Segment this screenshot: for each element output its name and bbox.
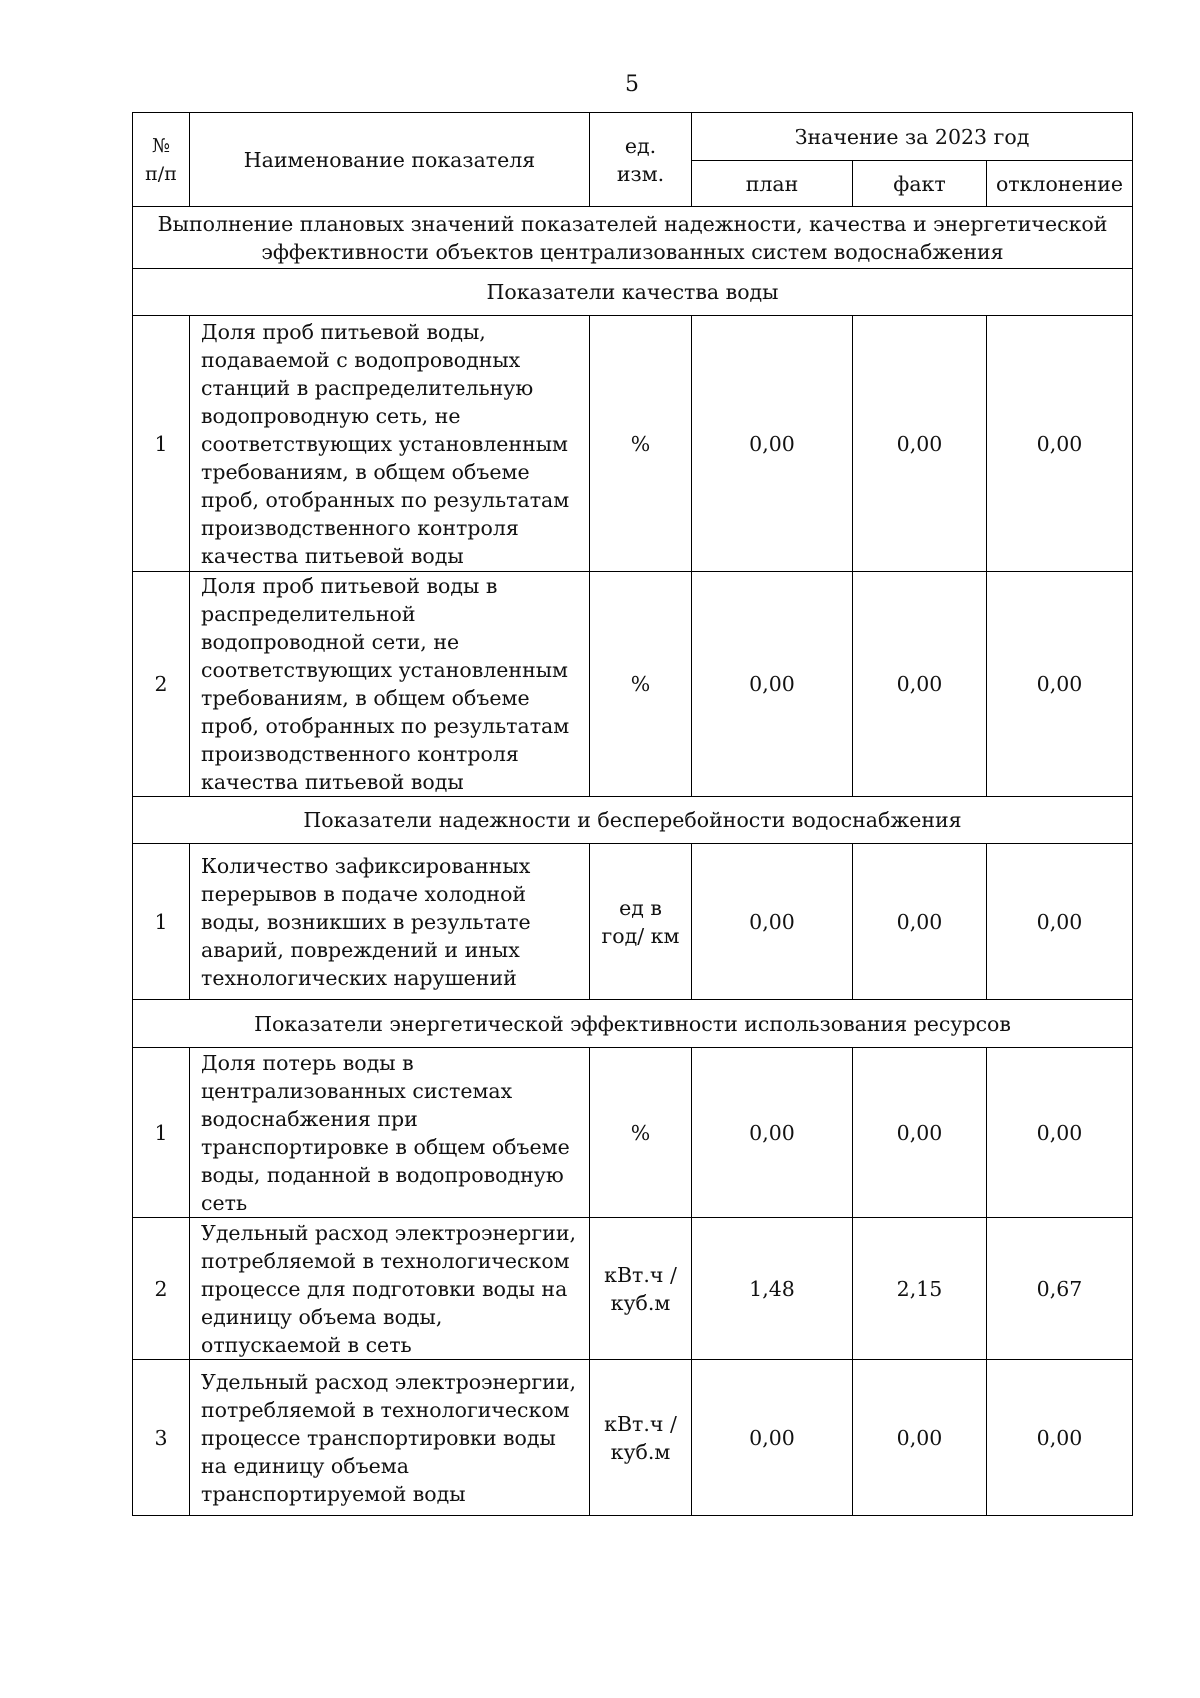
row-plan: 1,48 <box>692 1218 853 1360</box>
row-unit: % <box>590 572 692 797</box>
row-plan: 0,00 <box>692 572 853 797</box>
row-fact: 0,00 <box>853 572 987 797</box>
header-plan: план <box>692 161 853 207</box>
header-deviation: отклонение <box>987 161 1133 207</box>
row-unit: кВт.ч / куб.м <box>590 1360 692 1516</box>
row-num: 2 <box>133 572 190 797</box>
main-title: Выполнение плановых значений показателей надежности, качества и энергетической эффективности объектов централизованных систем водоснабжения <box>133 207 1133 269</box>
row-plan: 0,00 <box>692 316 853 572</box>
row-fact: 2,15 <box>853 1218 987 1360</box>
row-unit: ед в год/ км <box>590 844 692 1000</box>
row-name: Доля проб питьевой воды в распределительной водопроводной сети, не соответствующих установленным требованиям, в общем объеме проб, отобранных по результатам производственного контроля качества питьевой воды <box>190 572 590 797</box>
table-row <box>133 844 1133 1000</box>
row-deviation: 0,00 <box>987 572 1133 797</box>
row-deviation: 0,00 <box>987 1048 1133 1218</box>
header-unit: ед. изм. <box>590 113 692 207</box>
row-plan: 0,00 <box>692 1360 853 1516</box>
row-num: 1 <box>133 316 190 572</box>
row-num: 1 <box>133 844 190 1000</box>
row-num: 3 <box>133 1360 190 1516</box>
row-fact: 0,00 <box>853 1048 987 1218</box>
row-fact: 0,00 <box>853 1360 987 1516</box>
header-fact: факт <box>853 161 987 207</box>
indicators-table <box>132 112 1133 1516</box>
row-num: 2 <box>133 1218 190 1360</box>
section-title: Показатели надежности и бесперебойности водоснабжения <box>133 797 1133 844</box>
table-row <box>133 316 1133 572</box>
table-row <box>133 572 1133 797</box>
header-num: № п/п <box>133 113 190 207</box>
header-value-group: Значение за 2023 год <box>692 113 1133 161</box>
row-plan: 0,00 <box>692 1048 853 1218</box>
table-row <box>133 1218 1133 1360</box>
row-plan: 0,00 <box>692 844 853 1000</box>
row-name: Количество зафиксированных перерывов в подаче холодной воды, возникших в результате аварий, повреждений и иных технологических нарушений <box>190 844 590 1000</box>
row-name: Удельный расход электроэнергии, потребляемой в технологическом процессе для подготовки воды на единицу объема воды, отпускаемой в сеть <box>190 1218 590 1360</box>
row-deviation: 0,00 <box>987 316 1133 572</box>
row-deviation: 0,67 <box>987 1218 1133 1360</box>
row-unit: % <box>590 1048 692 1218</box>
header-name: Наименование показателя <box>190 113 590 207</box>
section-title: Показатели качества воды <box>133 269 1133 316</box>
section-title: Показатели энергетической эффективности использования ресурсов <box>133 1000 1133 1048</box>
row-deviation: 0,00 <box>987 1360 1133 1516</box>
table-row <box>133 1048 1133 1218</box>
row-deviation: 0,00 <box>987 844 1133 1000</box>
row-name: Удельный расход электроэнергии, потребляемой в технологическом процессе транспортировки воды на единицу объема транспортируемой воды <box>190 1360 590 1516</box>
row-fact: 0,00 <box>853 316 987 572</box>
table-row <box>133 1360 1133 1516</box>
page-number: 5 <box>625 72 639 97</box>
row-fact: 0,00 <box>853 844 987 1000</box>
row-unit: кВт.ч / куб.м <box>590 1218 692 1360</box>
row-name: Доля потерь воды в централизованных системах водоснабжения при транспортировке в общем объеме воды, поданной в водопроводную сеть <box>190 1048 590 1218</box>
row-unit: % <box>590 316 692 572</box>
row-name: Доля проб питьевой воды, подаваемой с водопроводных станций в распределительную водопроводную сеть, не соответствующих установленным требованиям, в общем объеме проб, отобранных по результатам производственного контроля качества питьевой воды <box>190 316 590 572</box>
row-num: 1 <box>133 1048 190 1218</box>
